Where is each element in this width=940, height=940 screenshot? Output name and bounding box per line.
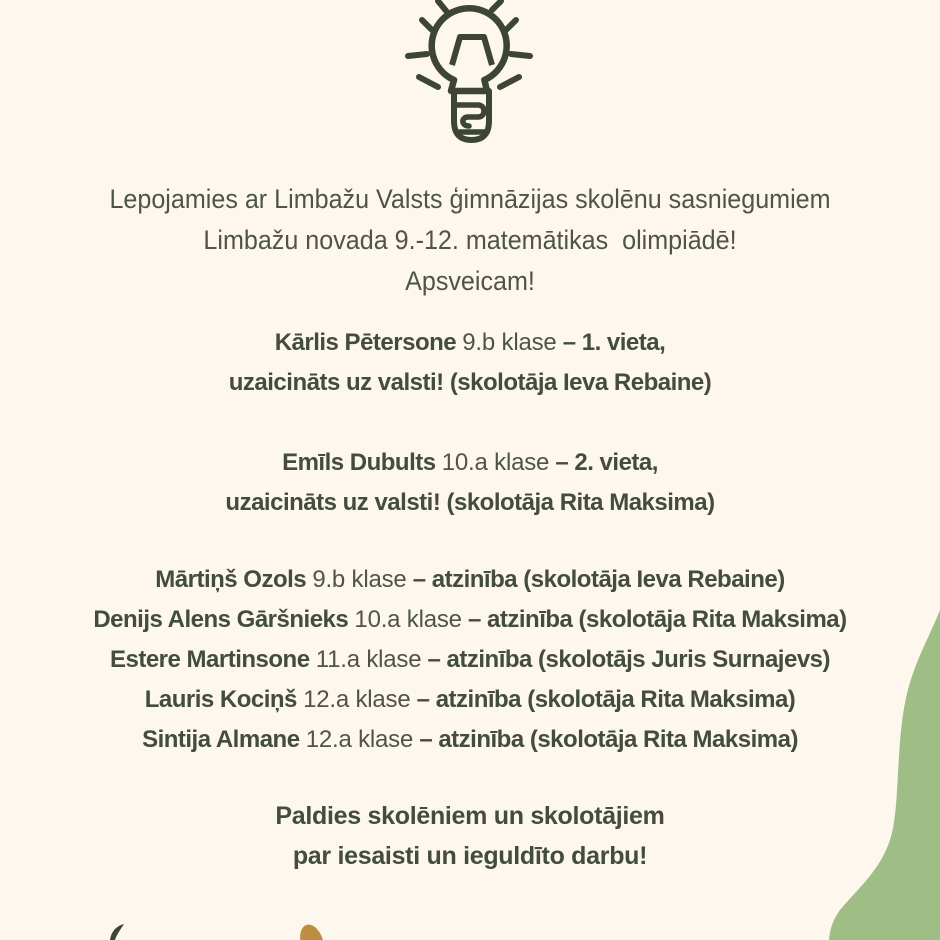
student-name: Denijs Alens Gāršnieks: [93, 606, 349, 633]
award-detail: uzaicināts uz valsti! (skolotāja Ieva Rebaine): [228, 369, 712, 396]
student-name: Kārlis Pētersone: [274, 329, 457, 356]
class-label: 12.a klase: [305, 726, 414, 753]
intro-line-3: Apsveicam!: [405, 266, 535, 296]
student-name: Sintija Almane: [142, 726, 300, 753]
class-label: 11.a klase: [315, 646, 422, 673]
sprig-decoration: [90, 910, 340, 940]
corner-wave-shape: [810, 600, 940, 940]
intro-line-1: Lepojamies ar Limbažu Valsts ģimnāzijas skolēnu sasniegumiem: [109, 184, 831, 214]
intro-line-2: Limbažu novada 9.-12. matemātikas olimpiādē!: [203, 225, 737, 255]
intro-text: [33, 179, 907, 302]
award-entry: [0, 323, 940, 403]
recognition-entry: [0, 640, 940, 680]
recognition-entry: [0, 600, 940, 640]
student-name: Estere Martinsone: [109, 646, 310, 673]
award-line: [0, 443, 940, 483]
award-result: – atzinība (skolotājs Juris Surnajevs): [427, 646, 831, 673]
class-label: 10.a klase: [441, 449, 550, 476]
student-name: Lauris Kociņš: [144, 686, 297, 713]
student-name: Emīls Dubults: [282, 449, 436, 476]
leaf-sprig-icon: [110, 924, 124, 940]
thanks-line-1: Paldies skolēniem un skolotājiem: [275, 802, 665, 830]
recognition-entry: [0, 720, 940, 760]
lightbulb-icon: [388, 0, 550, 146]
award-result: – atzinība (skolotāja Ieva Rebaine): [412, 566, 785, 593]
gold-seed-icon: [296, 921, 328, 940]
class-label: 10.a klase: [354, 606, 462, 633]
recognition-list: [0, 560, 940, 760]
lightbulb-strokes: [408, 1, 530, 140]
award-result: – 1. vieta,: [562, 329, 666, 356]
recognition-entry: [0, 560, 940, 600]
thanks-line-2: par iesaisti un ieguldīto darbu!: [292, 842, 648, 870]
award-result: – atzinība (skolotāja Rita Maksima): [419, 726, 798, 753]
class-label: 9.b klase: [462, 329, 557, 356]
top-awards: [0, 323, 940, 563]
award-result: – atzinība (skolotāja Rita Maksima): [416, 686, 796, 713]
award-detail: uzaicināts uz valsti! (skolotāja Rita Maksima): [225, 489, 715, 516]
corner-wave-path: [829, 610, 940, 940]
student-name: Mārtiņš Ozols: [155, 566, 307, 593]
award-result: – 2. vieta,: [555, 449, 658, 476]
recognition-entry: [0, 680, 940, 720]
thanks-text: [0, 796, 940, 876]
class-label: 9.b klase: [312, 566, 407, 593]
class-label: 12.a klase: [303, 686, 411, 713]
award-line: [0, 323, 940, 363]
award-entry: [0, 443, 940, 523]
award-result: – atzinība (skolotāja Rita Maksima): [468, 606, 847, 633]
